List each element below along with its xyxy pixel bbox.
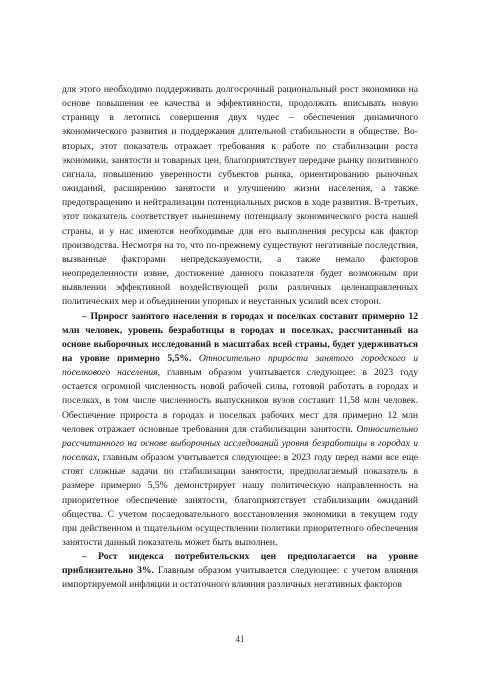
paragraph-growth-rationale: для этого необходимо поддерживать долгосрочный рациональный рост экономики на основе повышения ее качества и эффективности, продолжать вписывать новую страницу в летопись совершения двух чудес – обеспечения динамичного экономического развития и поддержания длительной стабильности в обществе. Во-вторых, этот показатель отражает требования к работе по стабилизации роста экономики, занятости и товарных цен, благоприятствует передаче рынку позитивного сигнала, повышению уверенности субъектов рынка, ориентированию рыночных ожиданий, расширению занятости и улучшению жизни населения, а также предотвращению и нейтрализации потенциальных рисков в ходе развития. В-третьих, этот показатель соответствует нынешнему потенциалу экономического роста нашей страны, и у нас имеются необходимые для его выполнения ресурсы как фактор производства. Несмотря на то, что по-прежнему существуют негативные последствия, вызванные факторами непредсказуемости, а также немало факторов неопределенности извне, достижение данного показателя будет возможным при выявлении эффективной воздействующей роли различных целенаправленных политических мер и объединении упорных и неустанных усилий всех сторон. [62, 84, 418, 308]
page-number: 41 [235, 634, 245, 644]
paragraph-employment-target [62, 310, 418, 551]
cpi-target-heading: – Рост индекса потребительских цен предполагается на уровне приблизительно 3%. [62, 551, 418, 577]
unemployment-rate-subheading: Относительно рассчитанного на основе выборочных исследований уровня безработицы в городах и поселках [62, 423, 418, 464]
employment-growth-subheading: Относительно прироста занятого городского и поселкового населения [62, 352, 418, 379]
document-page [62, 83, 418, 593]
unemployment-rate-text: , главным образом учитывается следующее: в 2023 году перед нами все еще стоят сложные задачи по стабилизации занятости, предполагаемый показатель в размере примерно 5,5% демонстрирует нашу политическую направленность на приоритетное обеспечение занятости, благоприятствует стабилизации ожиданий общества. С учетом последовательного восстановления экономики в текущем году при действенном и тщательном осуществлении политики приоритетного обеспечения занятости данный показатель может быть выполнен. [62, 452, 418, 548]
employment-target-heading: – Прирост занятого населения в городах и поселках составит примерно 12 млн человек, уровень безработицы в городах и поселках, рассчитанный на основе выборочных исследований в масштабах всей страны, будет удерживаться на уровне примерно 5,5%. [62, 310, 418, 364]
employment-growth-text: , главным образом учитывается следующее: в 2023 году остается огромной численность новой рабочей силы, готовой работать в городах и поселках, в том числе численность выпускников вузов составит 11,58 млн человек. Обеспечение прироста в городах и поселках рабочих мест для примерно 12 млн человек отражает основные требования для стабилизации занятости. [62, 367, 419, 435]
paragraph-cpi-target [62, 550, 418, 592]
cpi-target-text: Главным образом учитывается следующее: с учетом влияния импортируемой инфляции и остаточного влияния различных негативных факторов [62, 565, 418, 591]
